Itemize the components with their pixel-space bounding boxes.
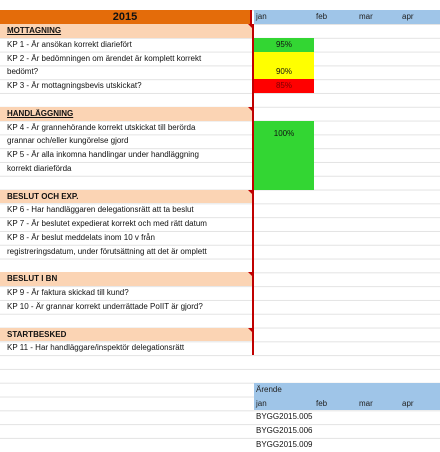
kp5-label-cont[interactable]: korrekt diarieförda	[7, 163, 72, 173]
kp9-label[interactable]: KP 9 - Är faktura skickad till kund?	[7, 288, 129, 298]
month-header-apr[interactable]: apr	[400, 10, 440, 24]
kp2-jan-value[interactable]: 90%	[254, 65, 314, 79]
arende-item[interactable]: BYGG2015.009	[256, 439, 313, 449]
month-header-jan[interactable]: jan	[254, 10, 314, 24]
kp5-label[interactable]: KP 5 - Är alla inkomna handlingar under handläggning	[7, 150, 199, 160]
arende-month-jan[interactable]: jan	[254, 397, 314, 411]
kp4-label-cont[interactable]: grannar och/eller kungörelse gjord	[7, 136, 129, 146]
kp8-label[interactable]: KP 8 - Är beslut meddelats inom 10 v från	[7, 232, 155, 242]
arende-item[interactable]: BYGG2015.005	[256, 412, 313, 422]
kp4-5-jan-cell[interactable]	[254, 121, 314, 190]
arende-header[interactable]: Ärende	[254, 383, 314, 397]
section-beslut[interactable]: BESLUT OCH EXP.	[0, 190, 252, 204]
section-beslut-bn[interactable]: BESLUT I BN	[0, 272, 252, 286]
arende-item[interactable]: BYGG2015.006	[256, 426, 313, 436]
kp4-label[interactable]: KP 4 - Är grannehörande korrekt utskickat till berörda	[7, 122, 196, 132]
kp2-label[interactable]: KP 2 - Är bedömningen om ärendet är komplett korrekt	[7, 53, 202, 63]
kp8-label-cont[interactable]: registreringsdatum, under förutsättning att det är omplett	[7, 246, 207, 256]
kp2-label-cont[interactable]: bedömt?	[7, 67, 39, 77]
arende-header-fill	[314, 383, 440, 397]
arende-month-feb[interactable]: feb	[314, 397, 357, 411]
arende-month-mar[interactable]: mar	[357, 397, 400, 411]
kp1-jan-value[interactable]: 95%	[254, 38, 314, 52]
arende-month-apr[interactable]: apr	[400, 397, 440, 411]
section-startbesked[interactable]: STARTBESKED	[0, 328, 252, 342]
month-header-feb[interactable]: feb	[314, 10, 357, 24]
kp7-label[interactable]: KP 7 - Är beslutet expedierat korrekt och med rätt datum	[7, 219, 207, 229]
section-handlaggning[interactable]: HANDLÄGGNING	[0, 107, 252, 121]
kp10-label[interactable]: KP 10 - Är grannar korrekt underrättade PoIIT är gjord?	[7, 301, 203, 311]
kp3-label[interactable]: KP 3 - Är mottagningsbevis utskickat?	[7, 81, 142, 91]
kp1-label[interactable]: KP 1 - Är ansökan korrekt diariefört	[7, 39, 132, 49]
kp11-label[interactable]: KP 11 - Har handläggare/inspektör delegationsrätt	[7, 343, 185, 353]
kp6-label[interactable]: KP 6 - Har handläggaren delegationsrätt att ta beslut	[7, 205, 194, 215]
kp2-jan-fill	[254, 52, 314, 66]
section-mottagning[interactable]: MOTTAGNING	[0, 24, 252, 38]
year-header[interactable]: 2015	[0, 10, 252, 24]
month-header-mar[interactable]: mar	[357, 10, 400, 24]
kp4-5-jan-value: 100%	[273, 128, 295, 138]
kp3-jan-value[interactable]: 85%	[254, 79, 314, 93]
